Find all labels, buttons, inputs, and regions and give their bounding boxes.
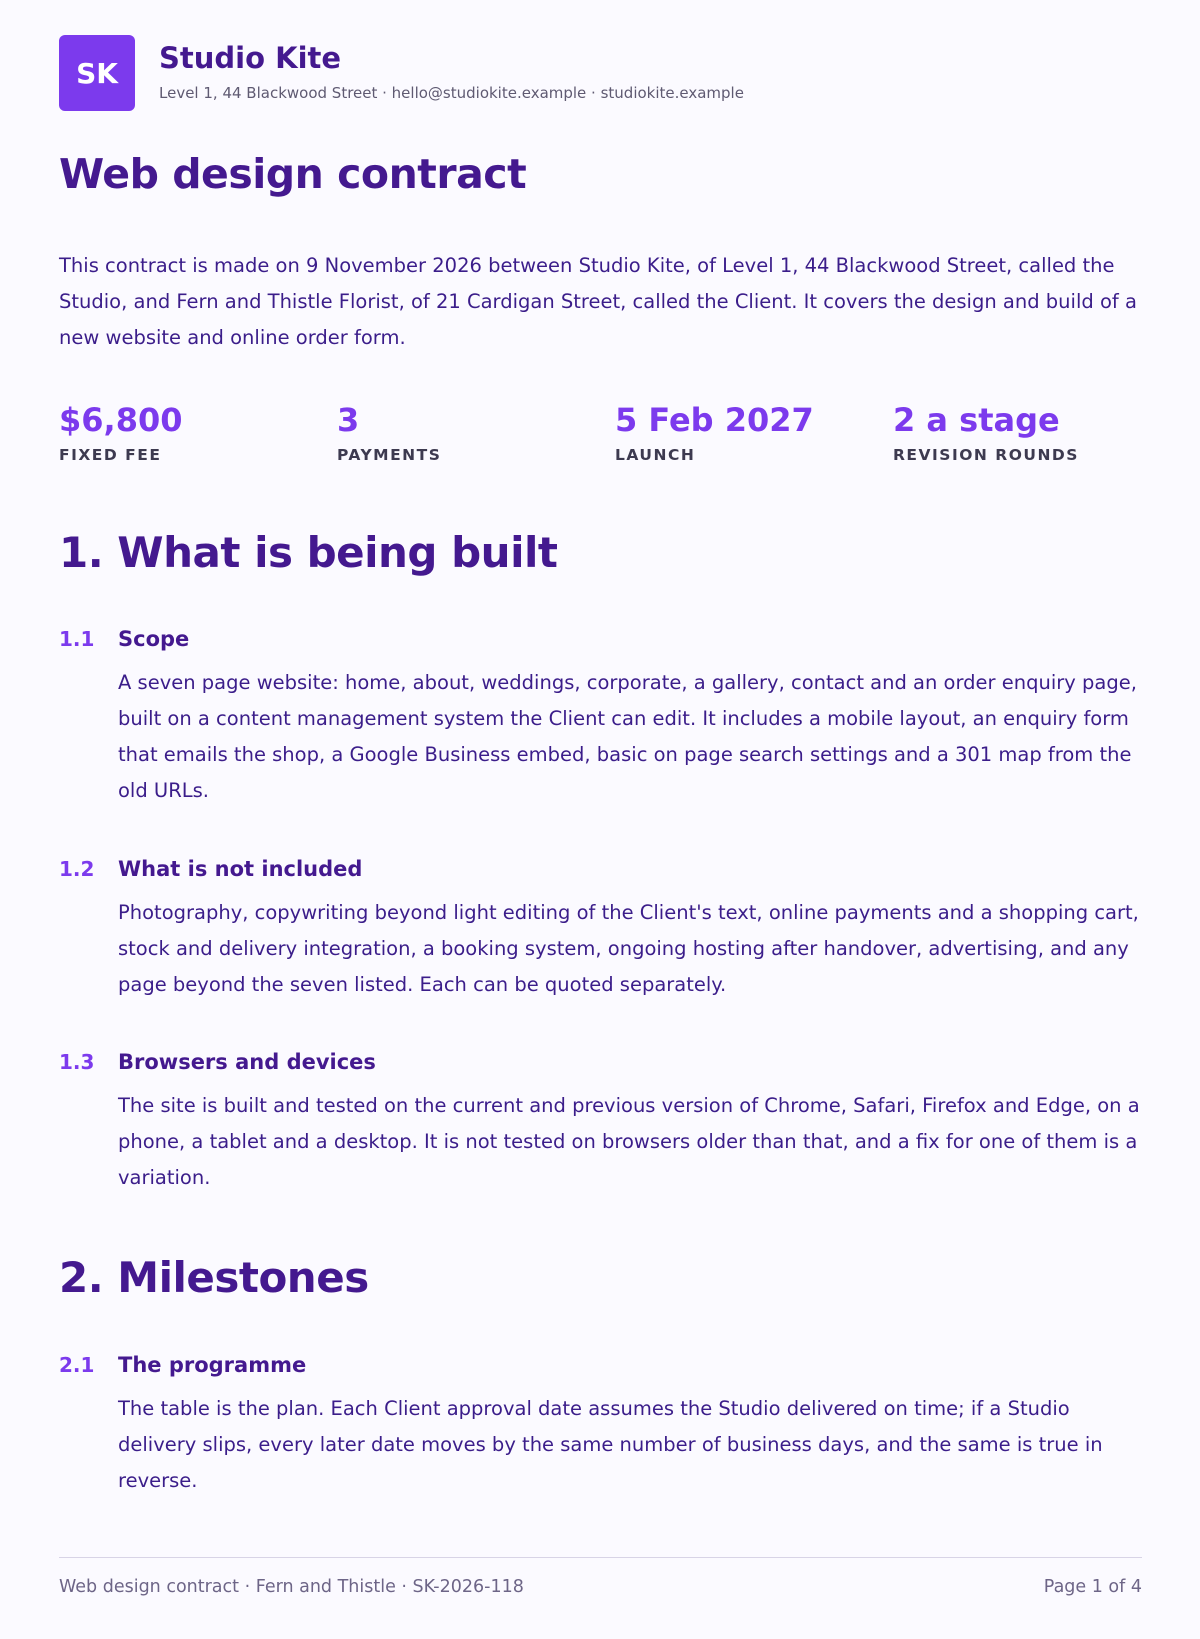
- stat-label: FIXED FEE: [59, 446, 162, 464]
- clause-heading: Scope: [118, 627, 190, 651]
- stat-value: 5 Feb 2027: [615, 401, 814, 439]
- clause-number: 1.3: [59, 1050, 95, 1074]
- footer-divider: [59, 1557, 1142, 1558]
- stat-payments: [337, 400, 441, 464]
- clause-heading: The programme: [118, 1353, 307, 1377]
- stat-label: REVISION ROUNDS: [893, 446, 1079, 464]
- studio-logo: [59, 35, 135, 111]
- section-title: 1. What is being built: [59, 528, 558, 577]
- stat-value: 3: [337, 401, 360, 439]
- clause-number: 2.1: [59, 1353, 95, 1377]
- studio-details: [159, 41, 744, 102]
- stat-value: $6,800: [59, 401, 183, 439]
- stat-launch: [615, 400, 814, 464]
- studio-contact: Level 1, 44 Blackwood Street · hello@studiokite.example · studiokite.example: [159, 84, 744, 102]
- clause-body: A seven page website: home, about, weddings, corporate, a gallery, contact and an order enquiry page, built on a content management system the Client can edit. It includes a mobile layout, an enquiry form that emails the shop, a Google Business embed, basic on page search settings and a 301 map from the old URLs.: [118, 671, 1137, 802]
- clause-number: 1.1: [59, 627, 95, 651]
- clause-heading: What is not included: [118, 857, 363, 881]
- key-terms: [59, 400, 1142, 470]
- stat-value: 2 a stage: [893, 401, 1060, 439]
- clause-body: Photography, copywriting beyond light editing of the Client's text, online payments and a shopping cart, stock and delivery integration, a booking system, ongoing hosting after handover, advertising, and any page beyond the seven listed. Each can be quoted separately.: [118, 901, 1139, 996]
- stat-label: PAYMENTS: [337, 446, 442, 464]
- clause-heading: Browsers and devices: [118, 1050, 376, 1074]
- stat-revision-rounds: [893, 400, 1079, 464]
- clause-body: The site is built and tested on the current and previous version of Chrome, Safari, Firefox and Edge, on a phone, a tablet and a desktop. It is not tested on browsers older than that, and a fix for one of them is a variation.: [118, 1094, 1140, 1189]
- section-title: 2. Milestones: [59, 1253, 369, 1302]
- stat-label: LAUNCH: [615, 446, 696, 464]
- footer-reference: Web design contract · Fern and Thistle · SK-2026-118: [59, 1577, 524, 1597]
- document-title: Web design contract: [59, 150, 527, 198]
- logo-initials: SK: [76, 56, 118, 90]
- clause-body: The table is the plan. Each Client approval date assumes the Studio delivered on time; if a Studio delivery slips, every later date moves by the same number of business days, and the same is true in reverse.: [118, 1397, 1103, 1492]
- stat-fixed-fee: [59, 400, 182, 464]
- intro-paragraph: This contract is made on 9 November 2026 between Studio Kite, of Level 1, 44 Blackwood Street, called the Studio, and Fern and Thistle Florist, of 21 Cardigan Street, called the Client. It covers the design and build of a new website and online order form.: [59, 254, 1137, 349]
- letterhead: [59, 35, 744, 111]
- clause-number: 1.2: [59, 857, 95, 881]
- page-number: Page 1 of 4: [1043, 1577, 1142, 1597]
- studio-name: Studio Kite: [159, 41, 342, 75]
